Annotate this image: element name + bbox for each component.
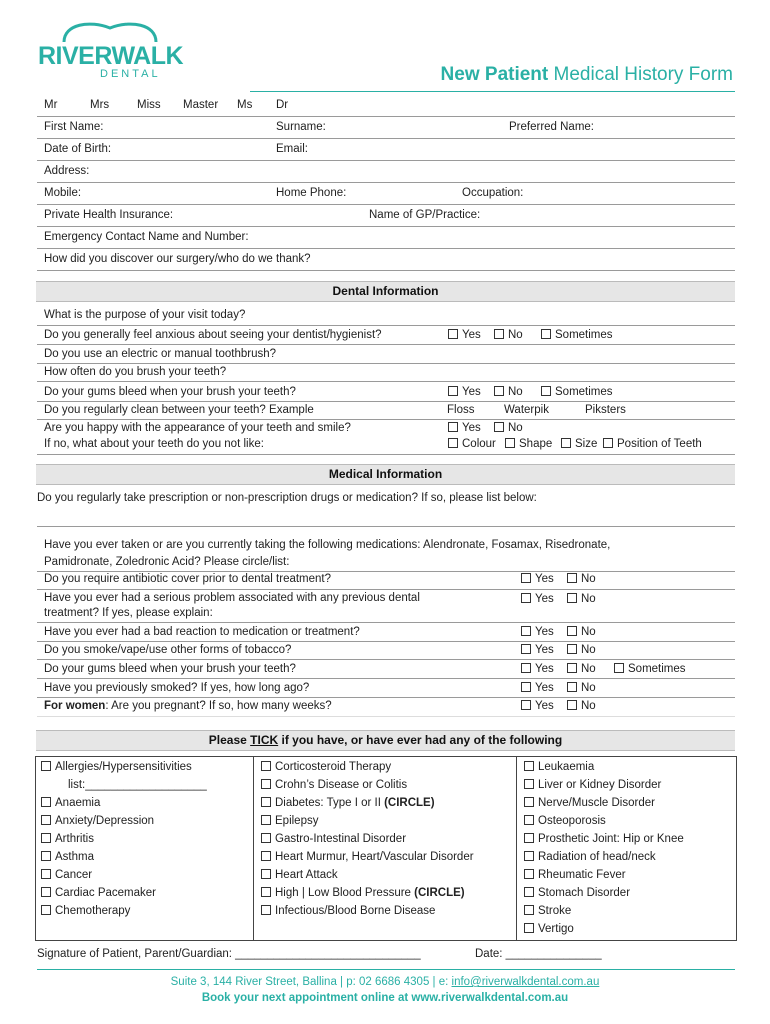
footer-email-link[interactable]: info@riverwalkdental.com.au bbox=[451, 976, 600, 988]
title-ms[interactable]: Ms bbox=[237, 99, 253, 111]
checkbox-icon[interactable] bbox=[541, 329, 551, 339]
sometimes-label: Sometimes bbox=[555, 386, 613, 398]
q-gums-medical: Do your gums bleed when your brush your teeth? bbox=[44, 663, 296, 675]
allergy-list-field[interactable]: list:___________________ bbox=[68, 779, 207, 791]
tick-header-pre: Please bbox=[208, 733, 251, 747]
cond-allergies[interactable] bbox=[41, 761, 192, 773]
medical-header: Medical Information bbox=[36, 464, 735, 485]
checkbox-icon[interactable] bbox=[524, 869, 534, 879]
cond-heart-attack[interactable] bbox=[261, 869, 338, 881]
divider bbox=[37, 641, 735, 642]
q-brush-freq[interactable]: How often do you brush your teeth? bbox=[44, 366, 227, 378]
logo bbox=[38, 18, 198, 80]
q-meds-2[interactable]: Pamidronate, Zoledronic Acid? Please circle/list: bbox=[44, 556, 290, 568]
dob-field[interactable]: Date of Birth: bbox=[44, 143, 112, 155]
clean-piksters[interactable]: Piksters bbox=[585, 404, 626, 416]
asthma-label: Asthma bbox=[55, 851, 94, 863]
checkbox-icon[interactable] bbox=[41, 761, 51, 771]
home-phone-field[interactable]: Home Phone: bbox=[276, 187, 347, 199]
crohns-label: Crohn’s Disease or Colitis bbox=[275, 779, 408, 791]
q-happy: Are you happy with the appearance of your teeth and smile? bbox=[44, 422, 351, 434]
email-field[interactable]: Email: bbox=[276, 143, 308, 155]
bp-circle: (CIRCLE) bbox=[414, 887, 465, 899]
emergency-contact-field[interactable]: Emergency Contact Name and Number: bbox=[44, 231, 249, 243]
cond-arthritis[interactable] bbox=[41, 833, 94, 845]
gums-med-no[interactable] bbox=[567, 663, 596, 675]
checkbox-icon[interactable] bbox=[567, 663, 577, 673]
logo-name: RIVERWALK bbox=[38, 42, 184, 70]
q-clean: Do you regularly clean between your teeth? Example bbox=[44, 404, 314, 416]
allergies-label: Allergies/Hypersensitivities bbox=[55, 761, 192, 773]
divider bbox=[37, 248, 735, 249]
appearance-position[interactable] bbox=[603, 438, 702, 450]
q-smoked: Have you previously smoked? If yes, how long ago? bbox=[44, 682, 310, 694]
smoke-no[interactable] bbox=[567, 644, 596, 656]
checkbox-icon[interactable] bbox=[494, 329, 504, 339]
gums-no[interactable] bbox=[494, 386, 523, 398]
no-label: No bbox=[581, 682, 596, 694]
form-title-bold: New Patient bbox=[440, 64, 549, 85]
happy-yes[interactable] bbox=[448, 422, 481, 434]
q-drugs: Do you regularly take prescription or non-prescription drugs or medication? If so, please list below: bbox=[37, 492, 537, 504]
stomach-label: Stomach Disorder bbox=[538, 887, 631, 899]
q-meds-1: Have you ever taken or are you currently taking the following medications: Alendronate, Fosamax, Risedronate, bbox=[44, 539, 611, 551]
q-women-rest: : Are you pregnant? If so, how many weeks? bbox=[105, 700, 332, 712]
arthritis-label: Arthritis bbox=[55, 833, 94, 845]
cond-epilepsy[interactable] bbox=[261, 815, 318, 827]
anaemia-label: Anaemia bbox=[55, 797, 101, 809]
yes-label: Yes bbox=[462, 329, 481, 341]
checkbox-icon[interactable] bbox=[41, 851, 51, 861]
yes-label: Yes bbox=[535, 644, 554, 656]
no-label: No bbox=[508, 329, 523, 341]
checkbox-icon[interactable] bbox=[448, 422, 458, 432]
checkbox-icon[interactable] bbox=[41, 869, 51, 879]
surname-field[interactable]: Surname: bbox=[276, 121, 326, 133]
yes-label: Yes bbox=[535, 682, 554, 694]
address-field[interactable]: Address: bbox=[44, 165, 90, 177]
checkbox-icon[interactable] bbox=[521, 700, 531, 710]
q-anxious: Do you generally feel anxious about seeing your dentist/hygienist? bbox=[44, 329, 382, 341]
vertigo-label: Vertigo bbox=[538, 923, 574, 935]
checkbox-icon[interactable] bbox=[567, 593, 577, 603]
dental-header: Dental Information bbox=[36, 281, 735, 302]
checkbox-icon[interactable] bbox=[494, 386, 504, 396]
checkbox-icon[interactable] bbox=[41, 905, 51, 915]
yes-label: Yes bbox=[535, 700, 554, 712]
gums-med-yes[interactable] bbox=[521, 663, 554, 675]
insurance-field[interactable]: Private Health Insurance: bbox=[44, 209, 174, 221]
tooth-arc-icon bbox=[60, 18, 160, 44]
checkbox-icon[interactable] bbox=[505, 438, 515, 448]
cond-corticosteroid[interactable] bbox=[261, 761, 391, 773]
divider bbox=[37, 716, 735, 717]
divider bbox=[37, 344, 735, 345]
leukaemia-label: Leukaemia bbox=[538, 761, 595, 773]
no-label: No bbox=[581, 663, 596, 675]
q-problem-2[interactable]: treatment? If yes, please explain: bbox=[44, 607, 213, 619]
divider bbox=[37, 381, 735, 382]
title-underline bbox=[250, 91, 735, 92]
no-label: No bbox=[581, 573, 596, 585]
smoked-yes[interactable] bbox=[521, 682, 554, 694]
checkbox-icon[interactable] bbox=[41, 887, 51, 897]
gums-med-sometimes[interactable] bbox=[614, 663, 686, 675]
appearance-shape[interactable] bbox=[505, 438, 552, 450]
preferred-name-field[interactable]: Preferred Name: bbox=[509, 121, 595, 133]
q-problem-1: Have you ever had a serious problem associated with any previous dental bbox=[44, 592, 420, 604]
cond-liver-kidney[interactable] bbox=[524, 779, 661, 791]
clean-waterpik[interactable]: Waterpik bbox=[504, 404, 549, 416]
no-label: No bbox=[508, 386, 523, 398]
checkbox-icon[interactable] bbox=[448, 329, 458, 339]
cond-anaemia[interactable] bbox=[41, 797, 100, 809]
cond-radiation[interactable] bbox=[524, 851, 656, 863]
checkbox-icon[interactable] bbox=[567, 626, 577, 636]
cond-heart-murmur[interactable] bbox=[261, 851, 474, 863]
cond-infectious[interactable] bbox=[261, 905, 435, 917]
divider bbox=[37, 226, 735, 227]
happy-no[interactable] bbox=[494, 422, 523, 434]
anxious-sometimes[interactable] bbox=[541, 329, 613, 341]
appearance-colour[interactable] bbox=[448, 438, 496, 450]
checkbox-icon[interactable] bbox=[524, 833, 534, 843]
checkbox-icon[interactable] bbox=[567, 573, 577, 583]
q-brush-type[interactable]: Do you use an electric or manual toothbrush? bbox=[44, 348, 277, 360]
smoke-yes[interactable] bbox=[521, 644, 554, 656]
checkbox-icon[interactable] bbox=[524, 887, 534, 897]
sometimes-label: Sometimes bbox=[628, 663, 686, 675]
heart-murmur-label: Heart Murmur, Heart/Vascular Disorder bbox=[275, 851, 474, 863]
corticosteroid-label: Corticosteroid Therapy bbox=[275, 761, 392, 773]
divider bbox=[37, 454, 735, 455]
column-divider bbox=[516, 756, 517, 941]
divider bbox=[37, 325, 735, 326]
shape-label: Shape bbox=[519, 438, 553, 450]
divider bbox=[37, 116, 735, 117]
prosthetic-label: Prosthetic Joint: Hip or Knee bbox=[538, 833, 684, 845]
checkbox-icon[interactable] bbox=[521, 663, 531, 673]
reaction-yes[interactable] bbox=[521, 626, 554, 638]
q-women-bold: For women bbox=[44, 700, 106, 712]
checkbox-icon[interactable] bbox=[614, 663, 624, 673]
q-women bbox=[44, 700, 332, 712]
cond-pacemaker[interactable] bbox=[41, 887, 156, 899]
checkbox-icon[interactable] bbox=[567, 644, 577, 654]
title-mr[interactable]: Mr bbox=[44, 99, 58, 111]
checkbox-icon[interactable] bbox=[521, 593, 531, 603]
checkbox-icon[interactable] bbox=[41, 815, 51, 825]
yes-label: Yes bbox=[462, 386, 481, 398]
title-miss[interactable]: Miss bbox=[137, 99, 161, 111]
footer-booking[interactable]: Book your next appointment online at www.riverwalkdental.com.au bbox=[201, 992, 569, 1004]
title-dr[interactable]: Dr bbox=[276, 99, 289, 111]
tick-header-post: if you have, or have ever had any of the following bbox=[278, 733, 563, 747]
checkbox-icon[interactable] bbox=[521, 573, 531, 583]
drugs-answer-line[interactable] bbox=[37, 526, 735, 527]
yes-label: Yes bbox=[535, 626, 554, 638]
divider bbox=[37, 160, 735, 161]
divider bbox=[37, 419, 735, 420]
checkbox-icon[interactable] bbox=[261, 815, 271, 825]
bp-label: High | Low Blood Pressure bbox=[275, 887, 415, 899]
checkbox-icon[interactable] bbox=[524, 779, 534, 789]
occupation-field[interactable]: Occupation: bbox=[462, 187, 524, 199]
gp-field[interactable]: Name of GP/Practice: bbox=[369, 209, 481, 221]
diabetes-circle: (CIRCLE) bbox=[384, 797, 435, 809]
divider bbox=[37, 363, 735, 364]
checkbox-icon[interactable] bbox=[261, 851, 271, 861]
date-field[interactable]: Date: _______________ bbox=[475, 948, 602, 960]
reaction-no[interactable] bbox=[567, 626, 596, 638]
cond-stomach[interactable] bbox=[524, 887, 630, 899]
q-gums-dental: Do your gums bleed when your brush your teeth? bbox=[44, 386, 296, 398]
checkbox-icon[interactable] bbox=[567, 682, 577, 692]
checkbox-icon[interactable] bbox=[261, 869, 271, 879]
q-antibiotic: Do you require antibiotic cover prior to dental treatment? bbox=[44, 573, 332, 585]
logo-subname: DENTAL bbox=[100, 68, 161, 80]
anxiety-label: Anxiety/Depression bbox=[55, 815, 155, 827]
cond-prosthetic[interactable] bbox=[524, 833, 684, 845]
cond-blood-pressure[interactable] bbox=[261, 887, 465, 899]
cond-nerve-muscle[interactable] bbox=[524, 797, 655, 809]
osteoporosis-label: Osteoporosis bbox=[538, 815, 606, 827]
appearance-size[interactable] bbox=[561, 438, 597, 450]
checkbox-icon[interactable] bbox=[261, 887, 271, 897]
checkbox-icon[interactable] bbox=[261, 797, 271, 807]
q-purpose[interactable]: What is the purpose of your visit today? bbox=[44, 309, 246, 321]
pregnant-yes[interactable] bbox=[521, 700, 554, 712]
gums-sometimes[interactable] bbox=[541, 386, 613, 398]
gastro-label: Gastro-Intestinal Disorder bbox=[275, 833, 407, 845]
checkbox-icon[interactable] bbox=[524, 851, 534, 861]
divider bbox=[37, 678, 735, 679]
form-title-rest: Medical History Form bbox=[548, 64, 733, 85]
problem-no[interactable] bbox=[567, 593, 596, 605]
checkbox-icon[interactable] bbox=[524, 923, 534, 933]
rheumatic-label: Rheumatic Fever bbox=[538, 869, 626, 881]
cond-stroke[interactable] bbox=[524, 905, 571, 917]
infectious-label: Infectious/Blood Borne Disease bbox=[275, 905, 436, 917]
gums-yes[interactable] bbox=[448, 386, 481, 398]
divider bbox=[37, 138, 735, 139]
divider bbox=[37, 622, 735, 623]
tick-header-tick: TICK bbox=[250, 733, 279, 747]
column-divider bbox=[253, 756, 254, 941]
tick-header bbox=[36, 730, 735, 751]
diabetes-label: Diabetes: Type I or II bbox=[275, 797, 385, 809]
cond-rheumatic[interactable] bbox=[524, 869, 626, 881]
checkbox-icon[interactable] bbox=[261, 779, 271, 789]
title-mrs[interactable]: Mrs bbox=[90, 99, 110, 111]
checkbox-icon[interactable] bbox=[524, 815, 534, 825]
divider bbox=[37, 204, 735, 205]
pacemaker-label: Cardiac Pacemaker bbox=[55, 887, 156, 899]
checkbox-icon[interactable] bbox=[567, 700, 577, 710]
checkbox-icon[interactable] bbox=[521, 626, 531, 636]
cancer-label: Cancer bbox=[55, 869, 93, 881]
checkbox-icon[interactable] bbox=[41, 797, 51, 807]
no-label: No bbox=[581, 644, 596, 656]
checkbox-icon[interactable] bbox=[603, 438, 613, 448]
chemotherapy-label: Chemotherapy bbox=[55, 905, 131, 917]
checkbox-icon[interactable] bbox=[521, 644, 531, 654]
cond-cancer[interactable] bbox=[41, 869, 92, 881]
cond-chemotherapy[interactable] bbox=[41, 905, 130, 917]
checkbox-icon[interactable] bbox=[448, 386, 458, 396]
problem-yes[interactable] bbox=[521, 593, 554, 605]
checkbox-icon[interactable] bbox=[524, 797, 534, 807]
no-label: No bbox=[581, 700, 596, 712]
cond-gastro[interactable] bbox=[261, 833, 406, 845]
cond-diabetes[interactable] bbox=[261, 797, 435, 809]
cond-vertigo[interactable] bbox=[524, 923, 574, 935]
size-label: Size bbox=[575, 438, 598, 450]
cond-crohns[interactable] bbox=[261, 779, 407, 791]
colour-label: Colour bbox=[462, 438, 496, 450]
divider bbox=[37, 270, 735, 271]
stroke-label: Stroke bbox=[538, 905, 572, 917]
cond-anxiety[interactable] bbox=[41, 815, 154, 827]
first-name-field[interactable]: First Name: bbox=[44, 121, 104, 133]
checkbox-icon[interactable] bbox=[541, 386, 551, 396]
heart-attack-label: Heart Attack bbox=[275, 869, 338, 881]
checkbox-icon[interactable] bbox=[561, 438, 571, 448]
yes-label: Yes bbox=[535, 663, 554, 675]
yes-label: Yes bbox=[462, 422, 481, 434]
yes-label: Yes bbox=[535, 573, 554, 585]
checkbox-icon[interactable] bbox=[261, 905, 271, 915]
nerve-muscle-label: Nerve/Muscle Disorder bbox=[538, 797, 655, 809]
divider bbox=[37, 401, 735, 402]
q-happy-no: If no, what about your teeth do you not like: bbox=[44, 438, 264, 450]
yes-label: Yes bbox=[535, 593, 554, 605]
clean-floss[interactable]: Floss bbox=[447, 404, 475, 416]
cond-leukaemia[interactable] bbox=[524, 761, 594, 773]
mobile-field[interactable]: Mobile: bbox=[44, 187, 82, 199]
checkbox-icon[interactable] bbox=[494, 422, 504, 432]
smoked-no[interactable] bbox=[567, 682, 596, 694]
antibiotic-no[interactable] bbox=[567, 573, 596, 585]
q-smoke: Do you smoke/vape/use other forms of tobacco? bbox=[44, 644, 292, 656]
title-master[interactable]: Master bbox=[183, 99, 219, 111]
footer-rule bbox=[37, 969, 735, 970]
checkbox-icon[interactable] bbox=[261, 761, 271, 771]
checkbox-icon[interactable] bbox=[521, 682, 531, 692]
no-label: No bbox=[581, 593, 596, 605]
divider bbox=[37, 589, 735, 590]
epilepsy-label: Epilepsy bbox=[275, 815, 319, 827]
footer-address bbox=[0, 976, 770, 988]
radiation-label: Radiation of head/neck bbox=[538, 851, 656, 863]
no-label: No bbox=[508, 422, 523, 434]
no-label: No bbox=[581, 626, 596, 638]
checkbox-icon[interactable] bbox=[524, 761, 534, 771]
checkbox-icon[interactable] bbox=[261, 833, 271, 843]
q-reaction: Have you ever had a bad reaction to medication or treatment? bbox=[44, 626, 360, 638]
liver-kidney-label: Liver or Kidney Disorder bbox=[538, 779, 662, 791]
anxious-no[interactable] bbox=[494, 329, 523, 341]
form-title bbox=[441, 64, 733, 86]
divider bbox=[37, 697, 735, 698]
pregnant-no[interactable] bbox=[567, 700, 596, 712]
divider bbox=[37, 659, 735, 660]
divider bbox=[37, 571, 735, 572]
checkbox-icon[interactable] bbox=[524, 905, 534, 915]
position-label: Position of Teeth bbox=[617, 438, 702, 450]
signature-field[interactable]: Signature of Patient, Parent/Guardian: _____________________________ bbox=[37, 948, 421, 960]
discover-field[interactable]: How did you discover our surgery/who do we thank? bbox=[44, 253, 311, 265]
checkbox-icon[interactable] bbox=[448, 438, 458, 448]
sometimes-label: Sometimes bbox=[555, 329, 613, 341]
anxious-yes[interactable] bbox=[448, 329, 481, 341]
footer-address-text: Suite 3, 144 River Street, Ballina | p: 02 6686 4305 | e: bbox=[170, 976, 452, 988]
antibiotic-yes[interactable] bbox=[521, 573, 554, 585]
cond-asthma[interactable] bbox=[41, 851, 94, 863]
divider bbox=[37, 182, 735, 183]
checkbox-icon[interactable] bbox=[41, 833, 51, 843]
cond-osteoporosis[interactable] bbox=[524, 815, 606, 827]
